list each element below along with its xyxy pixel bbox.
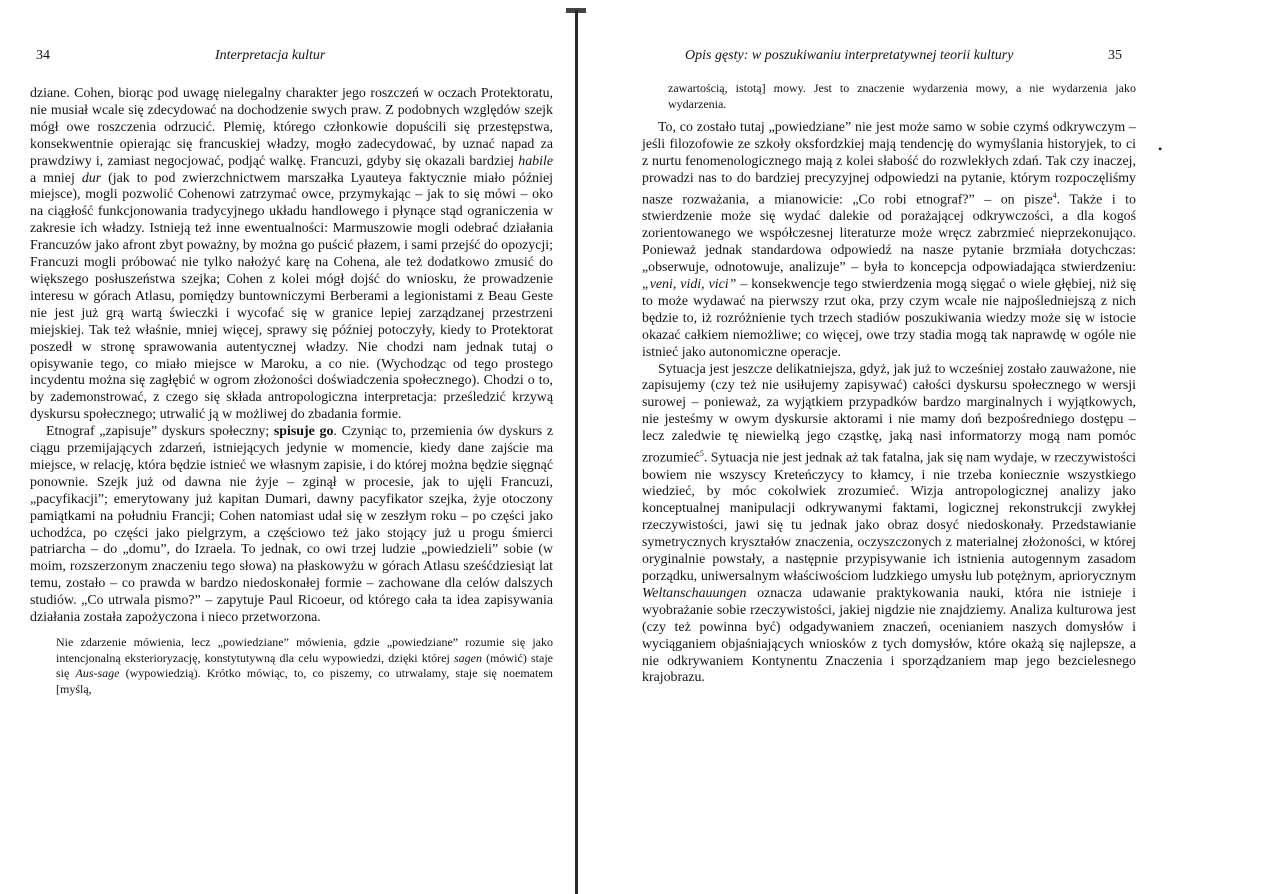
- margin-mark: •: [1158, 142, 1163, 156]
- page-body: [642, 81, 1136, 687]
- page-body: [30, 86, 553, 697]
- running-title: Opis gęsty: w poszukiwaniu interpretatywnej teorii kultury: [685, 48, 1014, 63]
- left-page: [30, 0, 553, 894]
- footnote: Nie zdarzenie mówienia, lecz „powiedziane” mówienia, gdzie „powiedziane” rozumie się jako intencjonalną eksterioryzację, konstytutywną dla celu wypowiedzi, dzięki której sagen (mówić) staje się Aus-sage (wypowiedzią). Krótko mówiąc, to, co piszemy, co utrwalamy, staje się noematem [myślą,: [56, 635, 553, 696]
- running-title: Interpretacja kultur: [215, 48, 326, 63]
- page-number: 35: [1108, 48, 1122, 63]
- book-gutter: [575, 10, 578, 894]
- paragraph: Sytuacja jest jeszcze delikatniejsza, gdyż, jak już to wcześniej zostało zauważone, nie zapisujemy (czy też nie usiłujemy zapisywać) całości dyskursu społecznego w wersji surowej – ponieważ, za wyjątkiem przypadków bardzo marginalnych i wyjątkowych, nie jesteśmy w owym dyskursie aktorami i nie mamy doń bezpośredniego dostępu – lecz zaledwie tę niewielką jego cząstkę, jaką nasi informatorzy mogą nam pomóc zrozumieć$^5$. Sytuacja nie jest jednak aż tak fatalna, jak się nam wydaje, w rzeczywistości bowiem nie wszyscy Kreteńczycy to kłamcy, i nie trzeba koniecznie wszystkiego wiedzieć, by móc cokolwiek zrozumieć. Wizja antropologicznej analizy jako konceptualnej manipulacji odkrywanymi faktami, logicznej rekonstrukcji zwykłej rzeczywistości, jawi się tu jednak jako obraz dosyć niedoskonały. Przedstawianie symetrycznych kryształów znaczenia, oczyszczonych z materialnej złożoności, w której oryginalnie powstały, a następnie przypisywanie ich istnienia autogennym zasadom porządku, uniwersalnym właściwościom ludzkiego umysłu lub potężnym, apriorycznym Weltanschauungen oznacza udawanie praktykowania nauki, która nie istnieje i wyobrażanie sobie rzeczywistości, jakiej nigdzie nie znajdziemy. Analiza kulturowa jest (czy też powinna być) odgadywaniem znaczeń, ocenianiem naszych domysłów i wyciąganiem objaśniających wniosków z tych domysłów, które okażą się najlepsze, a nie odkrywaniem Kontynentu Znaczenia i sporządzaniem map jego bezcielesnego krajobrazu.: [642, 361, 1136, 686]
- page-number: 34: [36, 48, 50, 63]
- right-page: [630, 0, 1136, 894]
- paragraph: To, co zostało tutaj „powiedziane” nie jest może samo w sobie czymś odkrywczym – jeśli filozofowie ze szkoły oksfordzkiej mają tendencję do wymyślania historyjek, to ci z nurtu fenomenologicznego mają z kolei słabość do rozwlekłych zdań. Tak czy inaczej, prowadzi nas to do bardziej precyzyjnej odpowiedzi na pytanie, którym rozpoczęliśmy nasze rozważania, a mianowicie: „Co robi etnograf?” – on pisze$^4$. Także i to stwierdzenie może się wydać dalekie od porażającej odkrywczości, a dla kogoś zorientowanego we współczesnej literaturze może wręcz zabrzmieć nieprzekonująco. Ponieważ jednak standardowa odpowiedź na nasze pytanie brzmiała dotychczas: „obserwuje, odnotowuje, analizuje” – była to koncepcja odpowiadająca stwierdzeniu: „veni, vidi, vici” – konsekwencje tego stwierdzenia mogą sięgać o wiele głębiej, niż się to może wydawać na pierwszy rzut oka, przy czym wcale nie najpośledniejszą z nich będzie to, iż rozróżnienie tych trzech stadiów poszukiwania wiedzy może się w istocie okazać całkiem niemożliwe; co więcej, owe trzy stadia mogą tak naprawdę w ogóle nie istnieć jako autonomiczne operacje.: [642, 120, 1136, 360]
- paragraph: dziane. Cohen, biorąc pod uwagę nielegalny charakter jego roszczeń w oczach Protektoratu, nie musiał wcale się zdecydować na dochodzenie swych praw. Z podobnych względów szejk mógł owe roszczenia odrzucić. Plemię, którego członkowie dopuścili się przestępstwa, konsekwentnie opierając się francuskiej władzy, mogło zadecydować, by uznać napad za prawdziwy i, zamiast negocjować, podjąć walkę. Francuzi, gdyby się okazali bardziej habile a mniej dur (jak to pod zwierzchnictwem marszałka Lyauteya faktycznie miało później miejsce), mogli pozwolić Cohenowi zatrzymać owce, przymykając – jak to się mówi – oko na ciągłość funkcjonowania tradycyjnego układu handlowego i płynące stąd ograniczenia w zakresie ich władzy. Istnieją też inne ewentualności: Marmuszowie mogli odebrać działania Francuzów jako afront zbyt poważny, by można go puścić płazem, i sami przejść do opozycji; Francuzi mogli próbować nie tylko nałożyć karę na Cohena, ale też dodatkowo zmusić do większego posłuszeństwa szejka; Cohen z kolei mógł dojść do wniosku, że prowadzenie interesu w górach Atlasu, pomiędzy buntowniczymi Berberami a legionistami z Beau Geste nie jest już grą wartą świeczki i wycofać się w granice lepiej zarządzanej przestrzeni miejskiej. Tak też właśnie, mniej więcej, sprawy się później potoczyły, kiedy to Protektorat poszedł w stronę sprawowania autentycznej władzy. Nie chodzi nam jednak tutaj o opisywanie tego, co miało miejsce w Maroku, a co nie. (Wychodząc od tego prostego incydentu można się zagłębić w ogrom złożoności doświadczenia społecznego). Chodzi o to, by zademonstrować, z czego się składa antropologiczna interpretacja: prześledzić krzywą dyskursu społecznego; utrwalić ją w możliwej do zbadania formie.: [30, 86, 553, 423]
- footnote: zawartością, istotą] mowy. Jest to znaczenie wydarzenia mowy, a nie wydarzenia jako wydarzenia.: [668, 81, 1136, 111]
- paragraph: Etnograf „zapisuje” dyskurs społeczny; spisuje go. Czyniąc to, przemienia ów dyskurs z ciągu przemijających zdarzeń, istniejących jedynie w momencie, kiedy dane zajście ma miejsce, w relację, która będzie istnieć we własnym zapisie, i do której można będzie sięgnąć ponownie. Szejk już od dawna nie żyje – zginął w procesie, jak to ujęli Francuzi, „pacyfikacji”; emerytowany już kapitan Dumari, dawny pacyfikator szejka, żyje otoczony pamiątkami na południu Francji; Cohen natomiast udał się w zeszłym roku – po części jako uchodźca, po części jako pielgrzym, a częściowo też jako stojący już u progu śmierci patriarcha – do „domu”, do Izraela. To jednak, co owi trzej ludzie „powiedzieli” sobie (w moim, rozszerzonym znaczeniu tego słowa) na płaskowyżu w górach Atlasu sześćdziesiąt lat temu, zostało – co prawda w bardzo niedoskonałej formie – zachowane dla celów dalszych studiów. „Co utrwala pismo?” – zapytuje Paul Ricoeur, od którego cała ta idea zapisywania działania została zapożyczona i nieco przetworzona.: [30, 424, 553, 626]
